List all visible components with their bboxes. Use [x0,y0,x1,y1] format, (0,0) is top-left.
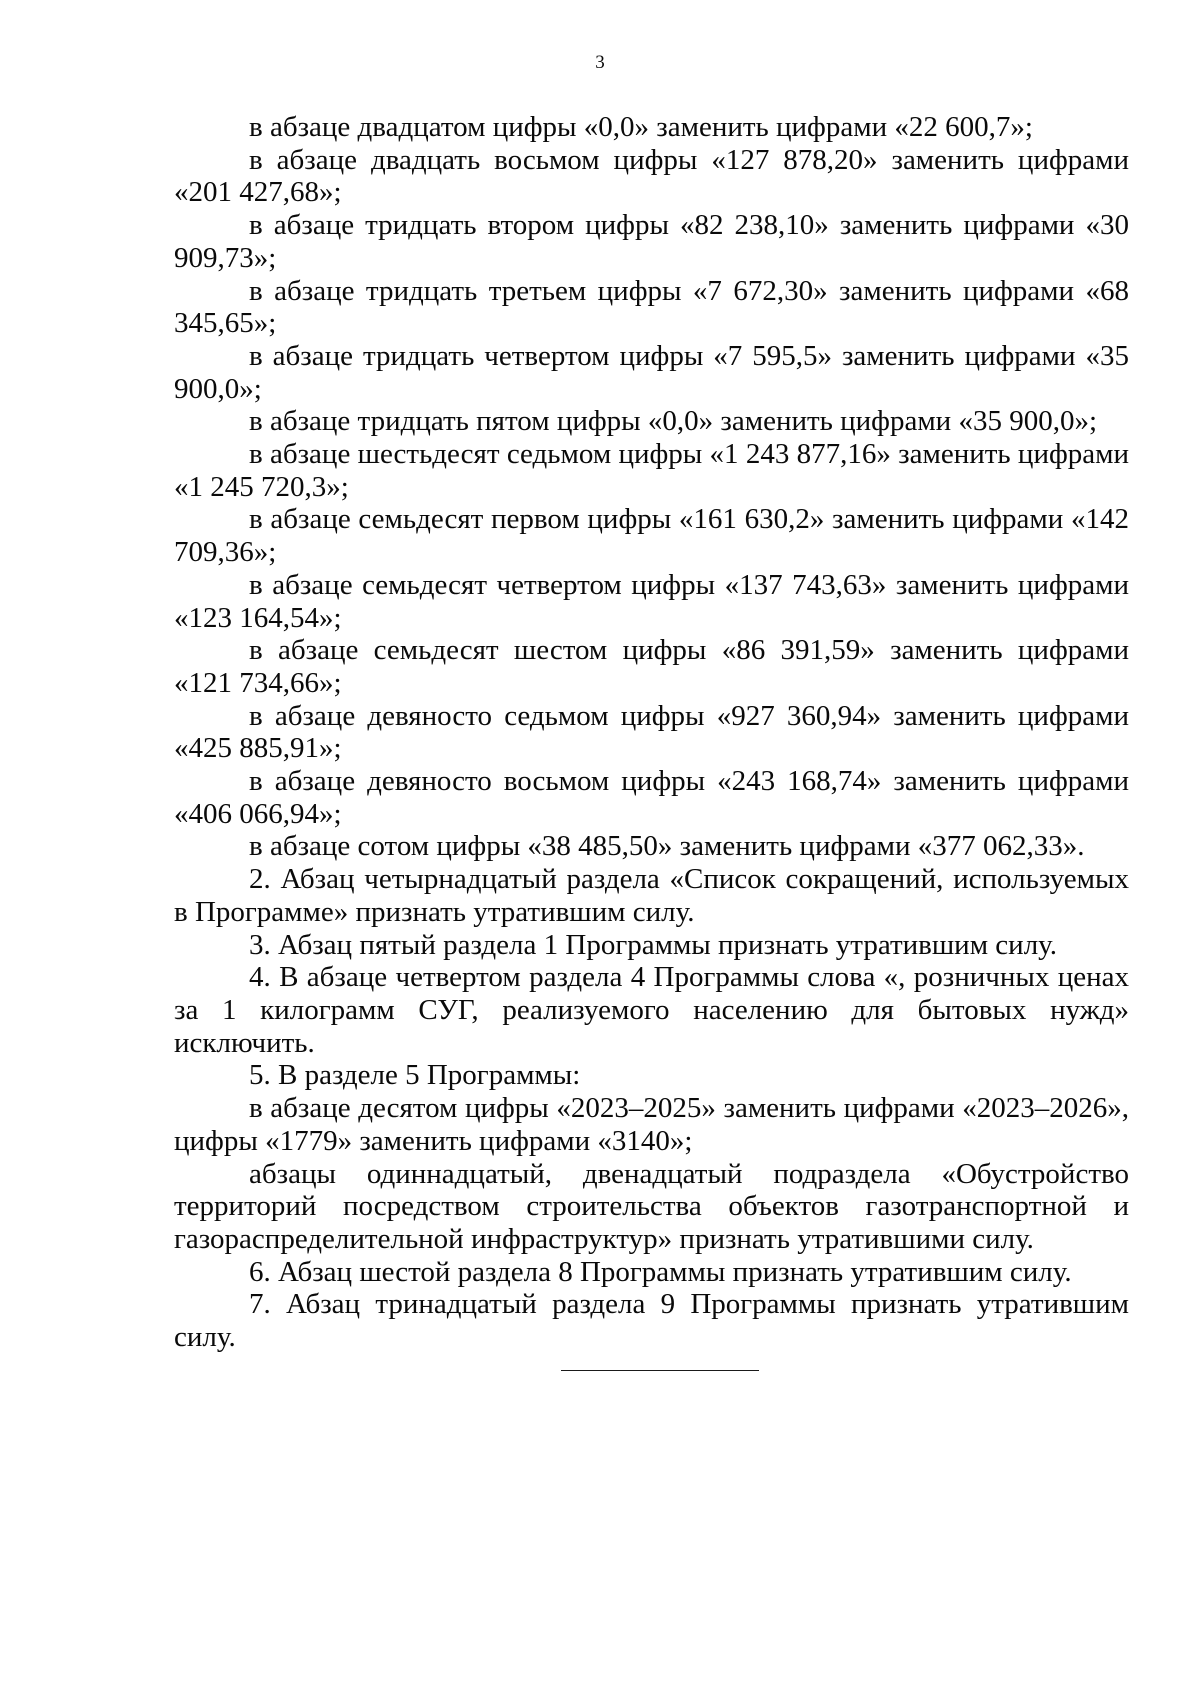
paragraph-amend-abzac-28: в абзаце двадцать восьмом цифры «127 878,20» заменить цифрами «201 427,68»; [174,143,1129,209]
paragraph-amend-abzac-20: в абзаце двадцатом цифры «0,0» заменить цифрами «22 600,7»; [249,111,1033,143]
paragraph-item-5-abzac-10: в абзаце десятом цифры «2023–2025» заменить цифрами «2023–2026», цифры «1779» заменить цифрами «3140»; [174,1092,1129,1157]
paragraph-amend-abzac-71: в абзаце семьдесят первом цифры «161 630,2» заменить цифрами «142 709,36»; [174,503,1129,569]
paragraph-item-2: 2. Абзац четырнадцатый раздела «Список сокращений, используемых в Программе» признать утратившим силу. [174,863,1129,928]
closing-divider [561,1370,759,1371]
paragraph-amend-abzac-35: в абзаце тридцать пятом цифры «0,0» заменить цифрами «35 900,0»; [249,405,1098,438]
paragraph-item-5-subsection: абзацы одиннадцатый, двенадцатый подраздела «Обустройство территорий посредством строительства объектов газотранспортной и газораспределительной инфраструктур» признать утратившими силу. [174,1157,1129,1255]
paragraph-amend-abzac-97: в абзаце девяносто седьмом цифры «927 360,94» заменить цифрами «425 885,91»; [174,699,1129,765]
paragraph-item-3: 3. Абзац пятый раздела 1 Программы признать утратившим силу. [249,928,1058,961]
paragraph-amend-abzac-76: в абзаце семьдесят шестом цифры «86 391,59» заменить цифрами «121 734,66»; [174,634,1129,699]
paragraph-amend-abzac-98: в абзаце девяносто восьмом цифры «243 168,74» заменить цифрами «406 066,94»; [174,765,1129,830]
paragraph-amend-abzac-33: в абзаце тридцать третьем цифры «7 672,30» заменить цифрами «68 345,65»; [174,274,1129,340]
paragraph-amend-abzac-100: в абзаце сотом цифры «38 485,50» заменить цифрами «377 062,33». [249,830,1085,863]
paragraph-item-6: 6. Абзац шестой раздела 8 Программы признать утратившим силу. [249,1255,1072,1288]
document-body [174,111,1129,1354]
paragraph-amend-abzac-32: в абзаце тридцать втором цифры «82 238,10» заменить цифрами «30 909,73»; [174,209,1129,274]
paragraph-item-5: 5. В разделе 5 Программы: [249,1059,581,1092]
page-number: 3 [595,52,605,73]
paragraph-amend-abzac-74: в абзаце семьдесят четвертом цифры «137 743,63» заменить цифрами «123 164,54»; [174,568,1129,634]
paragraph-item-4: 4. В абзаце четвертом раздела 4 Программы слова «, розничных ценах за 1 килограмм СУГ, реализуемого населению для бытовых нужд» исключить. [174,961,1129,1059]
paragraph-amend-abzac-34: в абзаце тридцать четвертом цифры «7 595,5» заменить цифрами «35 900,0»; [174,339,1129,405]
paragraph-item-7: 7. Абзац тринадцатый раздела 9 Программы признать утратившим силу. [174,1288,1129,1354]
paragraph-amend-abzac-67: в абзаце шестьдесят седьмом цифры «1 243 877,16» заменить цифрами «1 245 720,3»; [174,438,1129,503]
